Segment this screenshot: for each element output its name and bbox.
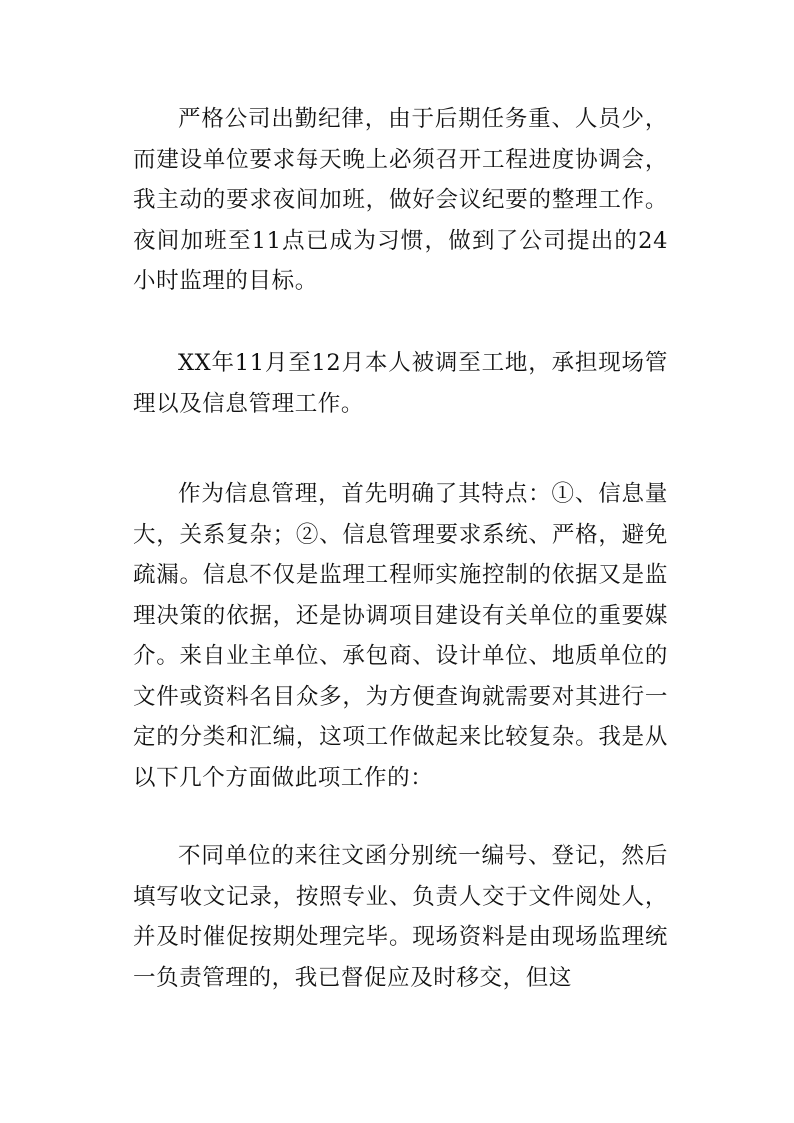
paragraph-correspondence bbox=[133, 836, 668, 998]
paragraph-information-management bbox=[133, 474, 668, 798]
paragraph-text: 严格公司出勤纪律，由于后期任务重、人员少，而建设单位要求每天晚上必须召开工程进度协调会，我主动的要求夜间加班，做好会议纪要的整理工作。夜间加班至11点已成为习惯，做到了公司提出的24小时监理的目标。 bbox=[133, 106, 668, 294]
paragraph-attendance bbox=[133, 99, 668, 302]
paragraph-text: 不同单位的来往文函分别统一编号、登记，然后填写收文记录，按照专业、负责人交于文件阅处人，并及时催促按期处理完毕。现场资料是由现场监理统一负责管理的，我已督促应及时移交，但这 bbox=[133, 843, 668, 991]
paragraph-text: 作为信息管理，首先明确了其特点：①、信息量大，关系复杂；②、信息管理要求系统、严格，避免疏漏。信息不仅是监理工程师实施控制的依据又是监理决策的依据，还是协调项目建设有关单位的重要媒介。来自业主单位、承包商、设计单位、地质单位的文件或资料名目众多，为方便查询就需要对其进行一定的分类和汇编，这项工作做起来比较复杂。我是从以下几个方面做此项工作的： bbox=[133, 481, 668, 791]
paragraph-text: XX年11月至12月本人被调至工地，承担现场管理以及信息管理工作。 bbox=[133, 350, 668, 417]
paragraph-transfer bbox=[133, 343, 668, 424]
